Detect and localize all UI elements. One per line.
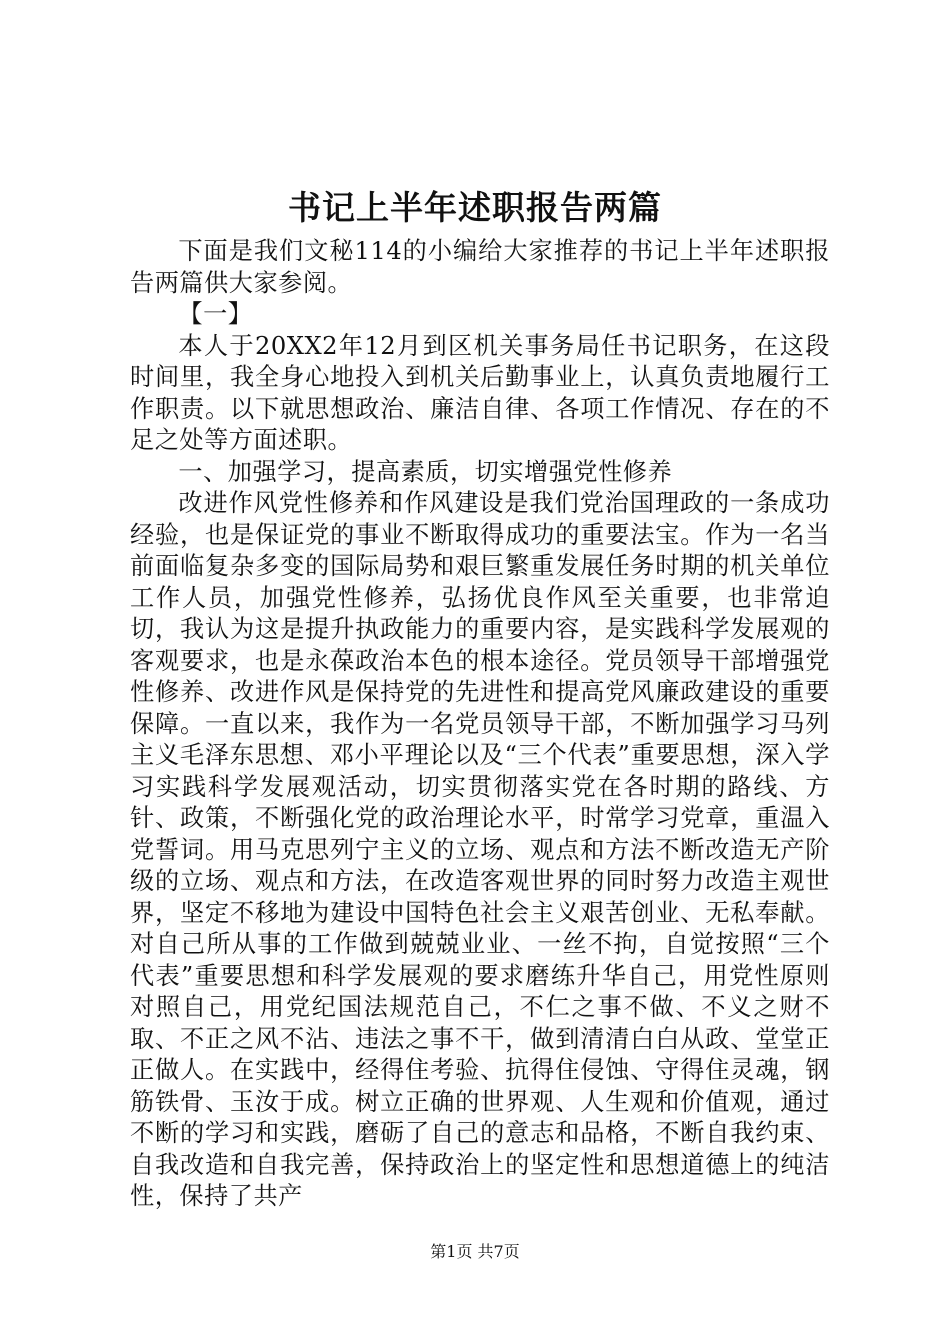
document-body [130,236,830,1213]
section-marker: 【一】 [178,300,253,328]
body-paragraph: 改进作风党性修养和作风建设是我们党治国理政的一条成功经验，也是保证党的事业不断取得成功的重要法宝。作为一名当前面临复杂多变的国际局势和艰巨繁重发展任务时期的机关单位工作人员，加强党性修养，弘扬优良作风至关重要，也非常迫切，我认为这是提升执政能力的重要内容，是实践科学发展观的客观要求，也是永葆政治本色的根本途径。党员领导干部增强党性修养、改进作风是保持党的先进性和提高党风廉政建设的重要保障。一直以来，我作为一名党员领导干部，不断加强学习马列主义毛泽东思想、邓小平理论以及“三个代表”重要思想，深入学习实践科学发展观活动，切实贯彻落实党在各时期的路线、方针、政策，不断强化党的政治理论水平，时常学习党章，重温入党誓词。用马克思列宁主义的立场、观点和方法不断改造无产阶级的立场、观点和方法，在改造客观世界的同时努力改造主观世界，坚定不移地为建设中国特色社会主义艰苦创业、无私奉献。对自己所从事的工作做到兢兢业业、一丝不拘，自觉按照“三个代表”重要思想和科学发展观的要求磨练升华自己，用党性原则对照自己，用党纪国法规范自己，不仁之事不做、不义之财不取、不正之风不沾、违法之事不干，做到清清白白从政、堂堂正正做人。在实践中，经得住考验、抗得住侵蚀、守得住灵魂，钢筋铁骨、玉汝于成。树立正确的世界观、人生观和价值观，通过不断的学习和实践，磨砺了自己的意志和品格，不断自我约束、自我改造和自我完善，保持政治上的坚定性和思想道德上的纯洁性，保持了共产 [130,489,830,1210]
page-footer: 第1页 共7页 [430,1242,520,1261]
section-heading: 一、加强学习，提高素质，切实增强党性修养 [178,457,673,486]
body-paragraph: 本人于20XX2年12月到区机关事务局任书记职务，在这段时间里，我全身心地投入到机关后勤事业上，认真负责地履行工作职责。以下就思想政治、廉洁自律、各项工作情况、存在的不足之处等方面述职。 [130,331,830,454]
intro-paragraph: 下面是我们文秘114的小编给大家推荐的书记上半年述职报告两篇供大家参阅。 [130,237,830,297]
document-title: 书记上半年述职报告两篇 [288,188,662,227]
